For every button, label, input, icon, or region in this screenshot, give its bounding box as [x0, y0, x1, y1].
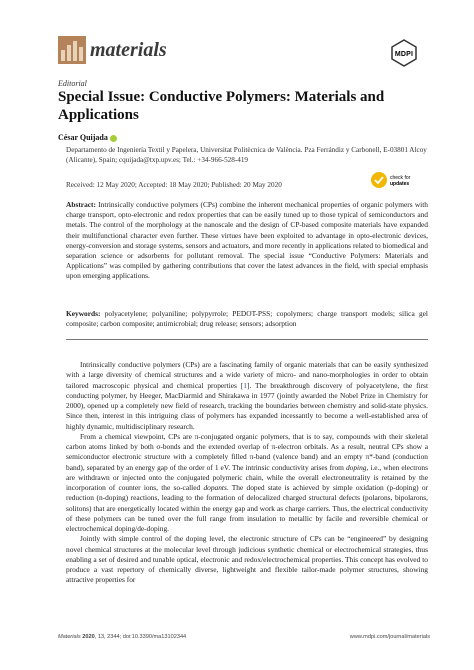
journal-header	[58, 34, 424, 74]
svg-text:check for: check for	[390, 175, 411, 181]
keywords-label: Keywords:	[66, 309, 101, 318]
keywords-text: polyacetylene; polyaniline; polypyrrole; PEDOT-PSS; copolymers; charge transport models; silica gel composite; carbon composite; antimicrobial; drug release; sensors; adsorption	[66, 309, 428, 329]
body-paragraph-2: From a chemical viewpoint, CPs are π-conjugated organic polymers, that is to say, compounds with their skeletal carbon atoms linked by both σ-bonds and the extended overlap of π-electron orbitals. As a result, neutral CPs show a semiconductor electronic structure with a completely filled π-band (valence band) and an empty π*-band (conduction band), separated by an energy gap of the order of 1 eV. The intrinsic conductivity arises from doping, i.e., when electrons are withdrawn or injected onto the conjugated polymeric chain, while the overall electroneutrality is retained by the incorporation of counter ions, the so-called dopants. The doped state is achieved by simple oxidation (p-doping) or reduction (n-doping) reactions, leading to the formation of delocalized charged structural defects (polarons, bipolarons, solitons) that are energetically located within the energy gap and work as charge carriers. Thus, the electrical conductivity of these polymers can be tuned over the full range from insulation to metallic by facile and reversible chemical or electrochemical doping/de-doping.	[66, 431, 428, 533]
svg-text:updates: updates	[390, 181, 410, 187]
abstract-text: Intrinsically conductive polymers (CPs) combine the inherent mechanical properties of organic polymers with charge transport, opto-electronic and redox properties that can be easily tuned up to those typical of semiconductors and metals. The control of the morphology at the nanoscale and the design of CP-based composite materials have expanded their multifunctional character even further. These virtues have been exploited to advantage in opto-electronic devices, energy-conversion and storage systems, sensors and actuators, and more recently in applications related to biomedical and separation science or adsorbents for pollutant removal. The special issue “Conductive Polymers: Materials and Applications” was compiled by gathering contributions that cover the latest advances in the field, with special emphasis upon emerging applications.	[66, 200, 428, 281]
reference-link[interactable]: 1	[243, 380, 247, 390]
author	[58, 133, 117, 142]
keywords	[66, 309, 428, 329]
svg-text:MDPI: MDPI	[394, 51, 414, 58]
abstract	[66, 200, 428, 282]
check-for-updates-badge[interactable]	[370, 170, 420, 190]
citation: Materials 2020, 13, 2344; doi:10.3390/ma13102344	[58, 634, 187, 640]
body-paragraph-3: Jointly with simple control of the doping level, the electronic structure of CPs can be “engineered” by designing novel chemical structures at the molecular level through judicious synthetic chemical or electrochemical strategies, thus enabling a set of desired and tunable optical, electronic and redox/electrochemical properties. This concept has evolved to produce a vast repertory of chemically diverse, lightweight and flexible tailor-made polymer structures, showing attractive properties for	[66, 534, 428, 585]
affiliation: Departamento de Ingeniería Textil y Papelera, Universitat Politècnica de València. Pza Ferrándiz y Carbonell, E-03801 Alcoy (Alicante), Spain; cquijada@txp.upv.es; Tel.: +34-966-528-419	[66, 146, 427, 164]
journal-name: materials	[90, 39, 167, 61]
orcid-icon[interactable]	[110, 135, 117, 142]
publication-dates: Received: 12 May 2020; Accepted: 18 May 2020; Published: 20 May 2020	[66, 181, 282, 189]
body-text	[66, 360, 428, 586]
section-divider	[66, 339, 428, 340]
article-type: Editorial	[58, 79, 87, 88]
mdpi-logo-icon	[384, 38, 424, 68]
article-title: Special Issue: Conductive Polymers: Materials and Applications	[58, 89, 385, 123]
journal-url[interactable]: www.mdpi.com/journal/materials	[349, 634, 430, 640]
author-name: César Quijada	[58, 133, 108, 142]
abstract-label: Abstract:	[66, 200, 96, 209]
materials-logo-icon	[58, 36, 86, 64]
body-paragraph-1: Intrinsically conductive polymers (CPs) are a fascinating family of organic materials that can be easily synthesized with a large diversity of chemical structures and a wide variety of micro- and nano-morphologies in order to obtain tailored macroscopic physical and chemical properties [1]. The breakthrough discovery of polyacetylene, the first conducting polymer, by Heeger, MacDiarmid and Shirakawa in 1977 (jointly awarded the Nobel Prize in Chemistry for 2000), opened up a completely new field of research, tracking the boundaries between chemistry and solid-state physics. Since then, interest in this intriguing class of polymers has expanded incessantly to become a well-established area of highly dynamic, multidisciplinary research.	[66, 360, 428, 431]
